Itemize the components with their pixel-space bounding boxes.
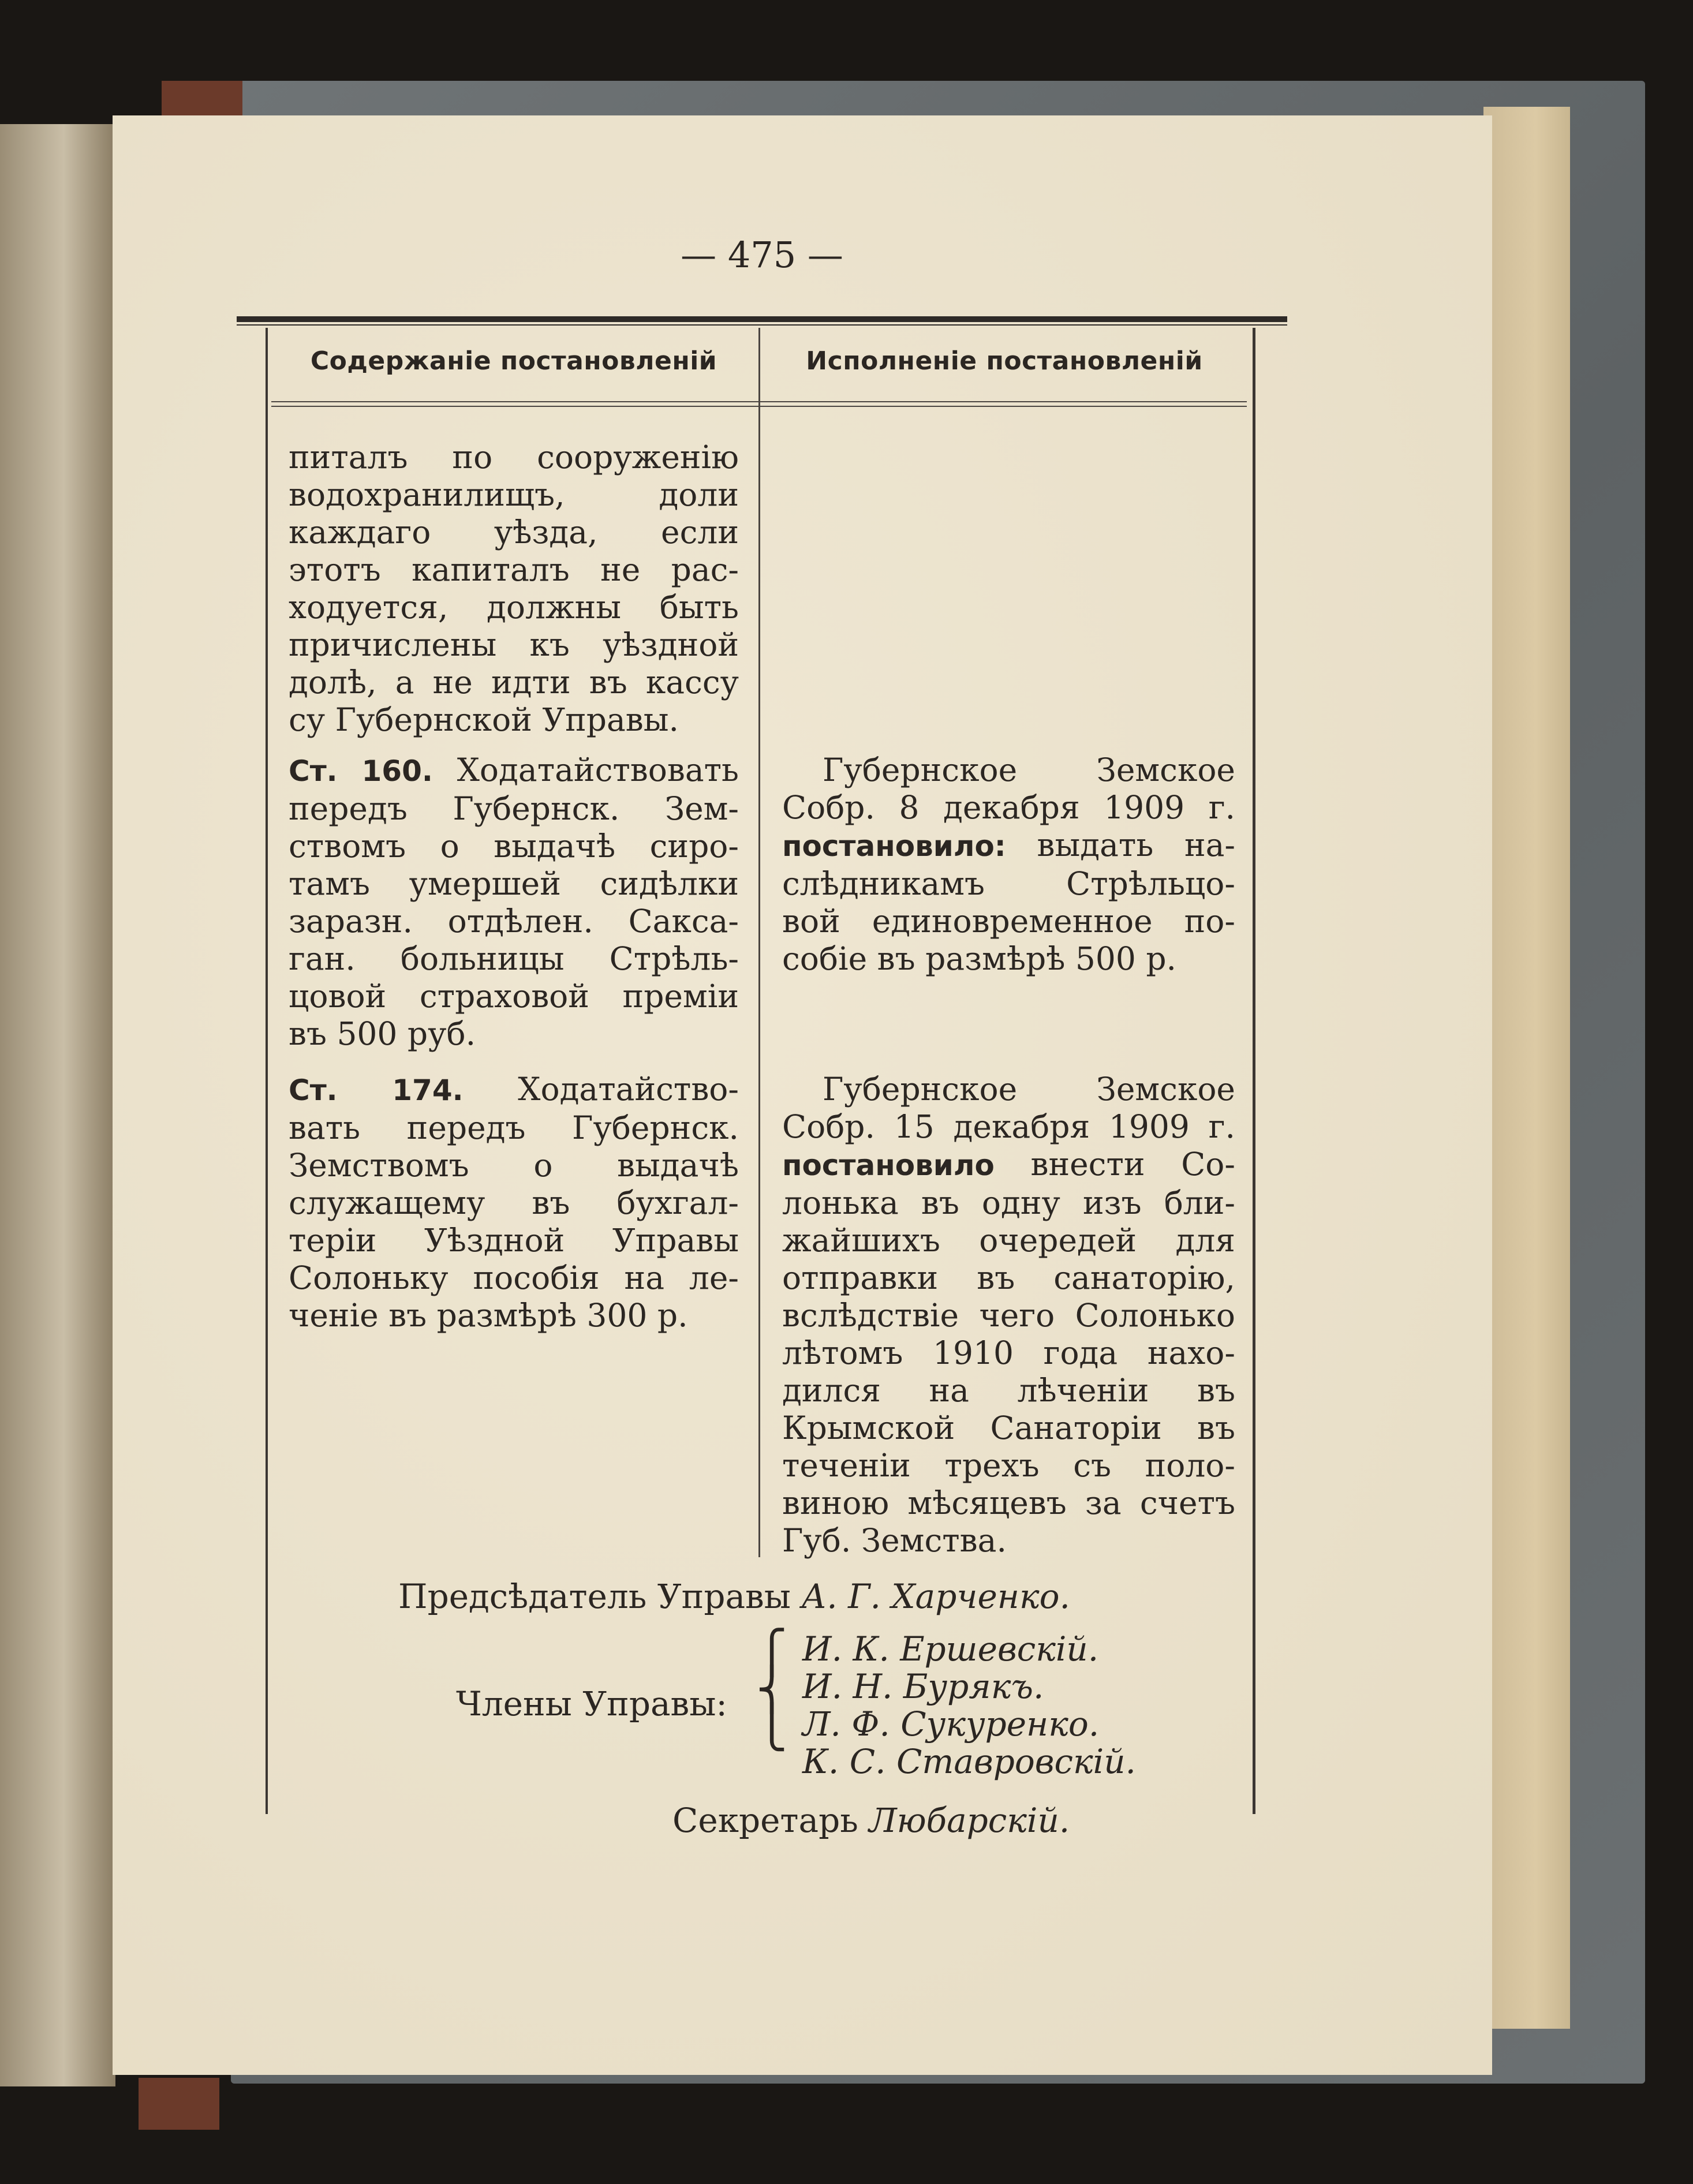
text-line: ченіе въ размѣрѣ 300 р. <box>289 1297 688 1334</box>
article-label: Ст. 174. <box>289 1074 464 1107</box>
text-line: Губернское Земское <box>823 1071 1235 1108</box>
row-2-execution <box>782 751 1235 978</box>
members-brace: ⎧ ⎨ ⎩ <box>756 1628 787 1751</box>
text-line: питалъ по сооруженію <box>289 439 739 476</box>
row-3-execution <box>782 1071 1235 1560</box>
book-spine-bottom <box>139 2078 219 2130</box>
table-column-divider <box>758 328 760 1557</box>
text-line: Собр. 15 декабря 1909 г. <box>782 1108 1235 1145</box>
chairman-label: Предсѣдатель Управы <box>398 1577 791 1616</box>
text-line: Земствомъ о выдачѣ <box>289 1147 739 1184</box>
text-line: лонька въ одну изъ бли- <box>782 1184 1235 1221</box>
text-line: заразн. отдѣлен. Сакса- <box>289 903 739 940</box>
table-top-rule <box>237 316 1287 322</box>
resolution-label: постановило <box>782 1149 995 1182</box>
text-line: ходуется, должны быть <box>289 589 739 626</box>
text-line: виною мѣсяцевъ за счетъ <box>782 1484 1235 1521</box>
text-fragment: Ходатайствовать <box>457 751 739 788</box>
member-name: К. С. Ставровскій. <box>802 1742 1136 1781</box>
text-line: собіе въ размѣрѣ 500 р. <box>782 940 1177 977</box>
members-label: Члены Управы: <box>456 1684 727 1723</box>
facing-page-edge <box>0 124 115 2086</box>
table-header-rule <box>271 401 1247 407</box>
text-fragment: выдать на- <box>1037 827 1235 863</box>
text-line <box>782 827 1235 865</box>
text-line: слѣдникамъ Стрѣльцо- <box>782 865 1235 902</box>
secretary-label: Секретарь <box>672 1801 858 1840</box>
table-right-border <box>1253 328 1255 1814</box>
text-line: вслѣдствіе чего Солонько <box>782 1297 1235 1334</box>
text-line: Собр. 8 декабря 1909 г. <box>782 789 1235 826</box>
secretary-name: Любарскій. <box>869 1801 1070 1840</box>
resolution-label: постановило: <box>782 829 1006 863</box>
text-line: лѣтомъ 1910 года нахо- <box>782 1334 1235 1371</box>
text-line: дился на лѣченіи въ <box>782 1372 1235 1409</box>
secretary-signature <box>672 1801 1070 1840</box>
text-line: ствомъ о выдачѣ сиро- <box>289 828 739 865</box>
text-line: этотъ капиталъ не рас- <box>289 551 739 588</box>
member-name: Л. Ф. Сукуренко. <box>802 1704 1100 1744</box>
text-line: жайшихъ очередей для <box>782 1222 1235 1259</box>
column-header-content: Содержаніе постановленій <box>310 346 717 376</box>
members-list <box>802 1630 1136 1781</box>
article-label: Ст. 160. <box>289 754 433 788</box>
text-line: отправки въ санаторію, <box>782 1259 1235 1296</box>
text-line: каждаго уѣзда, если <box>289 514 739 551</box>
text-line: долѣ, а не идти въ кассу <box>289 664 739 701</box>
text-fragment: Ходатайство- <box>518 1071 739 1108</box>
text-line: Солоньку пособія на ле- <box>289 1259 739 1296</box>
text-line: служащему въ бухгал- <box>289 1184 739 1221</box>
text-line: цовой страховой преміи <box>289 978 739 1015</box>
text-line: водохранилищъ, доли <box>289 476 739 513</box>
chairman-name: А. Г. Харченко. <box>801 1577 1070 1616</box>
text-line: Губ. Земства. <box>782 1522 1007 1559</box>
table-left-border <box>266 328 268 1814</box>
chairman-signature <box>398 1577 1070 1616</box>
row-2-content <box>289 751 739 1053</box>
table-top-rule-thin <box>237 324 1287 326</box>
page-number: — 475 — <box>681 234 843 276</box>
text-line <box>289 1071 739 1109</box>
text-line: Крымской Санаторіи въ <box>782 1409 1235 1446</box>
text-line: теченіи трехъ съ поло- <box>782 1447 1235 1484</box>
text-line: тамъ умершей сидѣлки <box>289 865 739 902</box>
text-line: въ 500 руб. <box>289 1015 476 1052</box>
column-header-execution: Исполненіе постановленій <box>806 346 1203 376</box>
member-name: И. К. Ершевскій. <box>802 1629 1099 1669</box>
text-line: передъ Губернск. Зем- <box>289 790 739 827</box>
row-3-content <box>289 1071 739 1334</box>
row-1-content <box>289 439 739 739</box>
text-line: вать передъ Губернск. <box>289 1109 739 1146</box>
text-fragment: внести Со- <box>1030 1146 1235 1183</box>
text-line: Губернское Земское <box>823 751 1235 788</box>
text-line: ган. больницы Стрѣль- <box>289 940 739 977</box>
text-line: причислены къ уѣздной <box>289 626 739 663</box>
text-line <box>782 1146 1235 1184</box>
member-name: И. Н. Бурякъ. <box>802 1667 1044 1706</box>
text-line: вой единовременное по- <box>782 903 1235 940</box>
page-edges <box>1483 107 1570 2029</box>
text-line: теріи Уѣздной Управы <box>289 1222 739 1259</box>
text-line <box>289 751 739 790</box>
text-line: су Губернской Управы. <box>289 701 679 738</box>
